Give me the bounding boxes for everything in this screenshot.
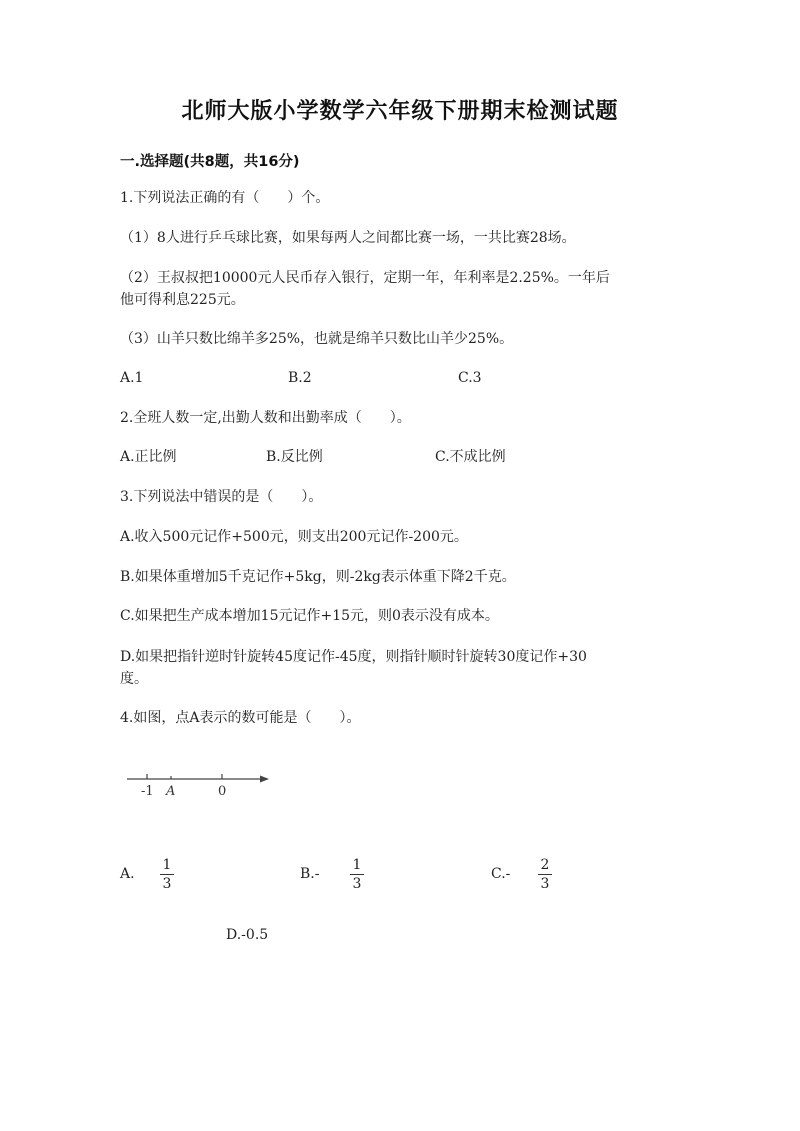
question-2-stem: 2.全班人数一定,出勤人数和出勤率成（ ）。	[120, 410, 411, 426]
question-3-option-d-line-1: D.如果把指针逆时针旋转45度记作-45度，则指针顺时针旋转30度记作+30	[120, 649, 587, 665]
page-title: 北师大版小学数学六年级下册期末检测试题	[181, 99, 619, 124]
question-2-option-a: A.正比例	[120, 449, 177, 465]
question-3-option-a: A.收入500元记作+500元，则支出200元记作-200元。	[120, 529, 468, 545]
fraction-numerator: 2	[540, 857, 550, 873]
question-1-option-b: B.2	[288, 370, 312, 386]
question-3-option-d-line-2: 度。	[120, 671, 148, 687]
question-1-statement-2-line-2: 他可得利息225元。	[120, 292, 245, 308]
fraction-denominator: 3	[352, 876, 362, 892]
fraction-denominator: 3	[540, 876, 550, 892]
question-3-option-b: B.如果体重增加5千克记作+5kg，则-2kg表示体重下降2千克。	[120, 569, 516, 585]
question-3-stem: 3.下列说法中错误的是（ ）。	[120, 489, 323, 505]
number-line-label-zero: 0	[218, 784, 227, 799]
question-4-option-c-prefix: C.-	[491, 866, 511, 882]
fraction-bar	[160, 874, 174, 875]
question-1-option-a: A.1	[120, 370, 144, 386]
question-2-option-b: B.反比例	[266, 449, 323, 465]
question-1-statement-2-line-1: （2）王叔叔把10000元人民币存入银行，定期一年，年利率是2.25%。一年后	[120, 270, 610, 286]
question-1-option-c: C.3	[458, 370, 482, 386]
fraction-bar	[350, 874, 364, 875]
question-4-option-c-fraction	[538, 857, 552, 892]
question-4-option-b-prefix: B.-	[300, 866, 320, 882]
fraction-numerator: 1	[162, 857, 172, 873]
number-line-label-neg1: -1	[141, 784, 154, 799]
question-3-option-c: C.如果把生产成本增加15元记作+15元，则0表示没有成本。	[120, 608, 499, 624]
fraction-bar	[538, 874, 552, 875]
question-4-option-a-fraction	[160, 857, 174, 892]
fraction-denominator: 3	[162, 876, 172, 892]
section-heading: 一.选择题(共8题，共16分)	[120, 154, 300, 170]
question-4-option-d: D.-0.5	[226, 927, 269, 943]
question-2-option-c: C.不成比例	[435, 449, 506, 465]
question-1-statement-3: （3）山羊只数比绵羊多25%，也就是绵羊只数比山羊少25%。	[120, 331, 514, 347]
question-4-option-b-fraction	[350, 857, 364, 892]
question-1-stem: 1.下列说法正确的有（ ）个。	[120, 190, 330, 206]
question-4-stem: 4.如图，点A表示的数可能是（ ）。	[120, 710, 361, 726]
question-4-option-a-prefix: A.	[120, 866, 135, 882]
fraction-numerator: 1	[352, 857, 362, 873]
question-1-statement-1: （1）8人进行乒乓球比赛，如果每两人之间都比赛一场，一共比赛28场。	[120, 230, 576, 246]
number-line-label-a: A	[166, 784, 176, 799]
number-line-figure	[125, 768, 275, 802]
